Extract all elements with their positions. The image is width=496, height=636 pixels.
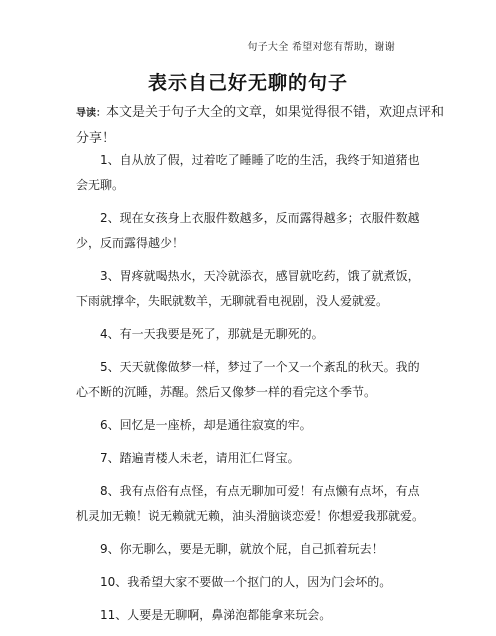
intro-paragraph [76, 100, 444, 151]
list-item: 7、踏遍青楼人未老，请用汇仁肾宝。 [100, 451, 300, 465]
list-item: 5、天天就像做梦一样，梦过了一个又一个紊乱的秋天。我的心不断的沉睡，苏醒。然后又像梦一样的看完这个季节。 [76, 360, 420, 399]
intro-lead-label: 导读： [76, 108, 106, 119]
list-item: 9、你无聊么，要是无聊，就放个屁，自己抓着玩去！ [100, 542, 384, 556]
list-item: 2、现在女孩身上衣服件数越多，反而露得越多；衣服件数越少，反而露得越少！ [76, 211, 420, 250]
document-title: 表示自己好无聊的句子 [147, 72, 348, 94]
header-note: 句子大全 希望对您有帮助，谢谢 [247, 42, 395, 53]
list-item: 6、回忆是一座桥，却是通往寂寞的牢。 [100, 418, 312, 432]
intro-text: 本文是关于句子大全的文章，如果觉得很不错，欢迎点评和分享！ [76, 105, 445, 146]
list-item: 10、我希望大家不要做一个抠门的人，因为门会坏的。 [100, 575, 392, 589]
list-item: 4、有一天我要是死了，那就是无聊死的。 [100, 327, 324, 341]
sentence-list [76, 148, 428, 636]
list-item: 8、我有点俗有点怪，有点无聊加可爱！有点懒有点坏，有点机灵加无赖！说无赖就无赖，油头滑脑谈恋爱！你想爱我那就爱。 [76, 484, 425, 523]
list-item: 11、人要是无聊啊，鼻涕泡都能拿来玩会。 [100, 608, 332, 622]
list-item: 3、胃疼就喝热水，天冷就添衣，感冒就吃药，饿了就煮饭，下雨就撑伞，失眠就数羊，无聊就看电视剧，没人爱就爱。 [76, 269, 420, 308]
list-item: 1、自从放了假，过着吃了睡睡了吃的生活，我终于知道猪也会无聊。 [76, 153, 420, 192]
